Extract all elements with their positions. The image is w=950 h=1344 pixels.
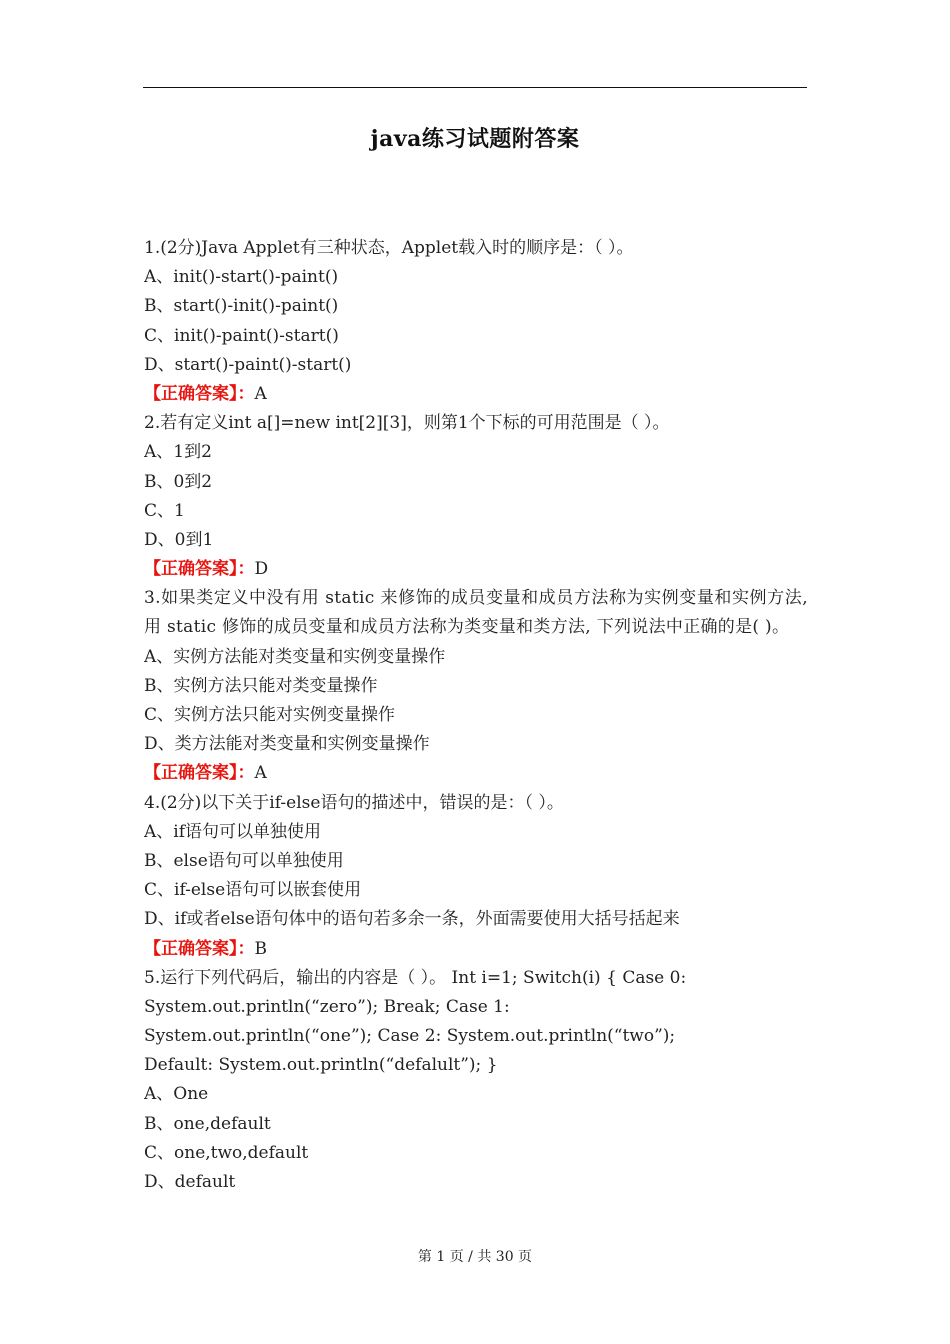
answer-value: A xyxy=(254,383,267,404)
page-title: java练习试题附答案 xyxy=(370,126,580,152)
question-4-option-c: C、if-else语句可以嵌套使用 xyxy=(144,880,362,901)
page-footer: 第 1 页 / 共 30 页 xyxy=(417,1249,533,1265)
question-3-option-c: C、实例方法只能对实例变量操作 xyxy=(144,705,396,726)
question-4-stem: 4.(2分)以下关于if-else语句的描述中，错误的是：（ ）。 xyxy=(144,792,564,813)
question-2-option-a: A、1到2 xyxy=(144,442,212,463)
question-5-option-c: C、one,two,default xyxy=(144,1142,309,1163)
question-5-option-b: B、one,default xyxy=(144,1113,271,1134)
question-5-stem-line-4: Default: System.out.println(“defalult”); } xyxy=(144,1055,498,1076)
answer-label: 【正确答案】： xyxy=(144,559,255,580)
question-2-stem: 2.若有定义int a[]=new int[2][3]，则第1个下标的可用范围是（ ）。 xyxy=(144,413,670,434)
question-1-option-c: C、init()-paint()-start() xyxy=(144,325,339,346)
question-2-option-b: B、0到2 xyxy=(144,471,213,492)
answer-label: 【正确答案】： xyxy=(144,383,255,404)
question-5-stem-line-2: System.out.println(“zero”); Break; Case 1: xyxy=(144,996,510,1017)
question-1-option-d: D、start()-paint()-start() xyxy=(144,354,352,375)
question-5-option-a: A、One xyxy=(144,1084,209,1105)
answer-value: B xyxy=(254,938,267,959)
question-5-option-d: D、default xyxy=(144,1172,236,1193)
answer-label: 【正确答案】： xyxy=(144,763,255,784)
question-5-stem-line-3: System.out.println(“one”); Case 2: System.out.println(“two”); xyxy=(144,1026,676,1047)
question-2-answer xyxy=(144,555,808,584)
question-4-option-d: D、if或者else语句体中的语句若多余一条，外面需要使用大括号括起来 xyxy=(144,909,680,930)
answer-value: A xyxy=(254,763,267,784)
question-1-option-a: A、init()-start()-paint() xyxy=(144,267,339,288)
header-rule xyxy=(143,87,807,88)
answer-value: D xyxy=(254,559,269,580)
question-4-option-b: B、else语句可以单独使用 xyxy=(144,850,344,871)
question-1-answer xyxy=(144,380,808,409)
question-3-stem: 3.如果类定义中没有用 static 来修饰的成员变量和成员方法称为实例变量和实例方法,用 static 修饰的成员变量和成员方法称为类变量和类方法, 下列说法中正确的是( )。 xyxy=(144,588,808,638)
question-3-answer xyxy=(144,759,808,788)
question-2-option-d: D、0到1 xyxy=(144,529,214,550)
question-5-stem-line-1: 5.运行下列代码后，输出的内容是（ ）。 Int i=1; Switch(i) { Case 0: xyxy=(144,967,687,988)
question-list xyxy=(144,234,808,1197)
question-2-option-c: C、1 xyxy=(144,500,185,521)
question-3-option-a: A、实例方法能对类变量和实例变量操作 xyxy=(144,646,446,667)
question-3-option-b: B、实例方法只能对类变量操作 xyxy=(144,675,378,696)
question-4-option-a: A、if语句可以单独使用 xyxy=(144,821,322,842)
question-1-stem: 1.(2分)Java Applet有三种状态，Applet载入时的顺序是：（ ）。 xyxy=(144,238,634,258)
question-4-answer xyxy=(144,935,808,964)
question-1-option-b: B、start()-init()-paint() xyxy=(144,296,339,317)
question-3-option-d: D、类方法能对类变量和实例变量操作 xyxy=(144,734,430,755)
answer-label: 【正确答案】： xyxy=(144,938,255,959)
